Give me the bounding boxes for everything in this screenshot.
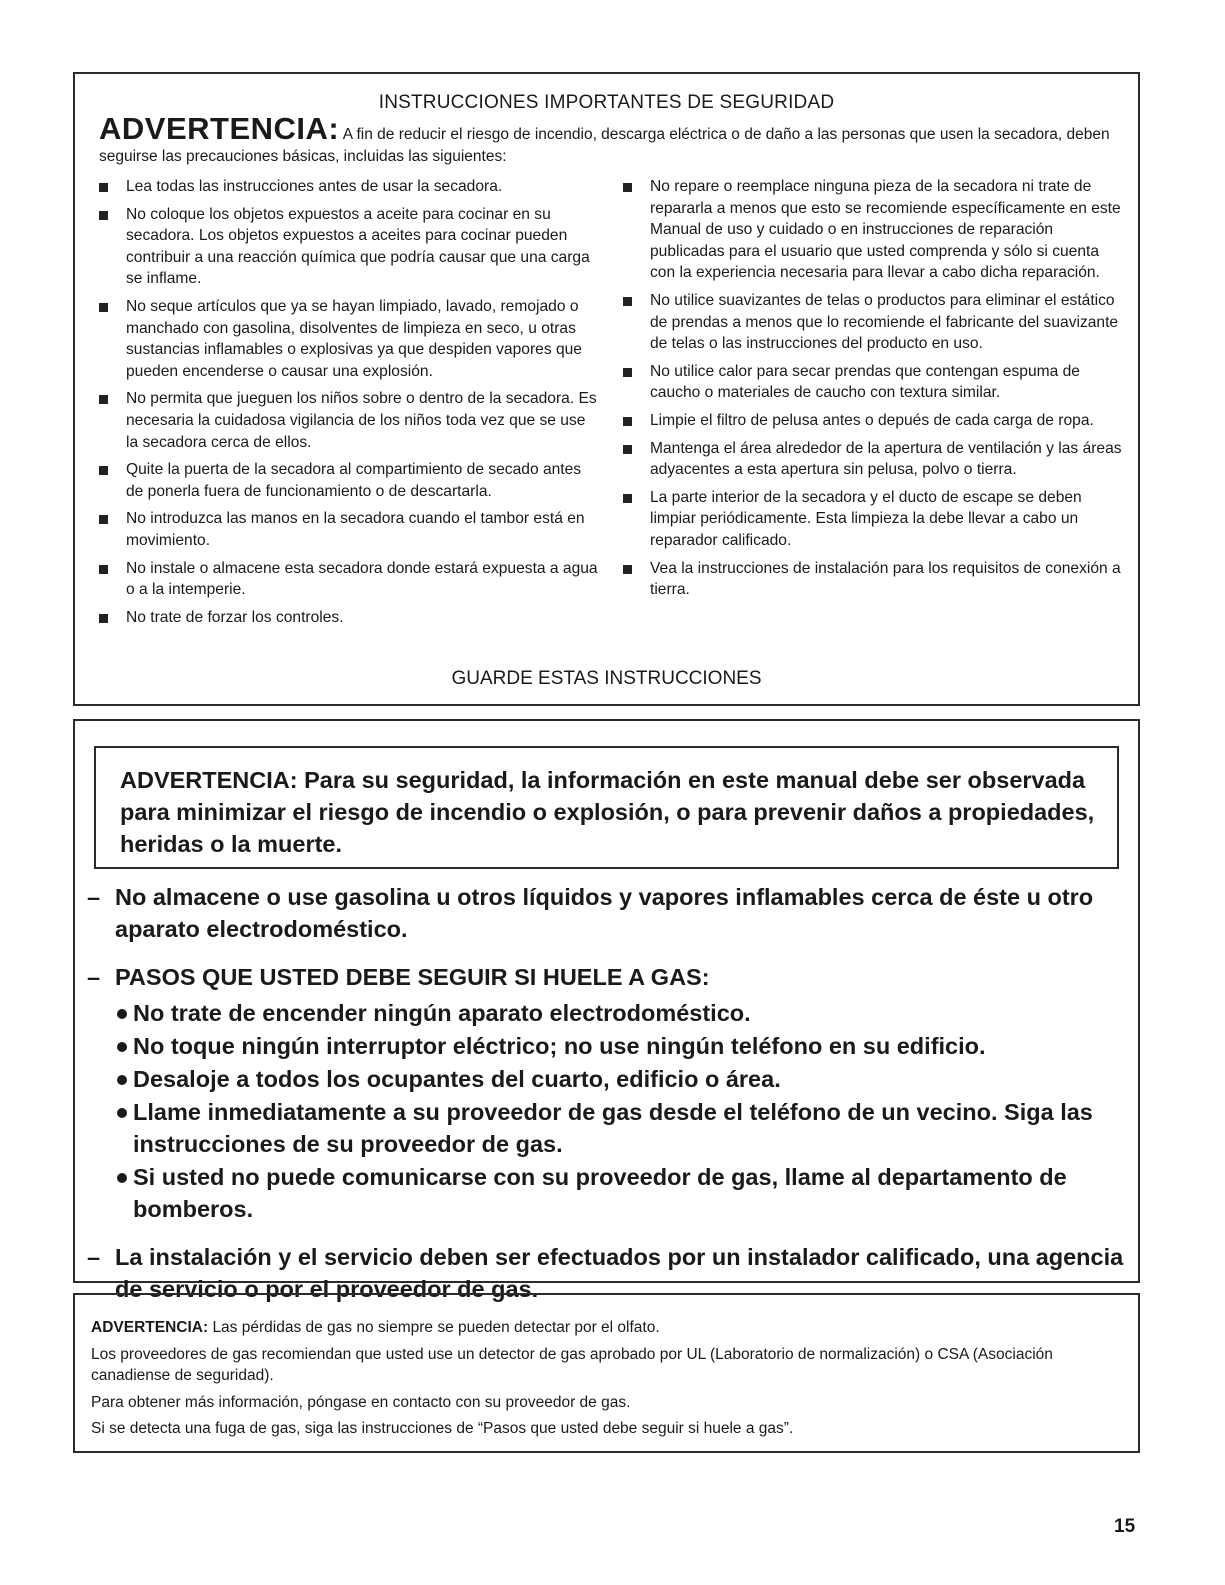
leak-warning-word: ADVERTENCIA: — [91, 1319, 209, 1336]
dash-mark: – — [87, 1244, 101, 1270]
list-item: Limpie el filtro de pelusa antes o depués de cada carga de ropa. — [623, 410, 1128, 432]
list-item: No utilice suavizantes de telas o productos para eliminar el estático de prendas a menos que lo recomiende el fabricante del suavizante de telas o las instrucciones del producto en uso. — [623, 290, 1128, 355]
list-item: Vea la instrucciones de instalación para los requisitos de conexión a tierra. — [623, 558, 1128, 601]
gas-warning-inner-box — [94, 746, 1119, 869]
gas-item-text: La instalación y el servicio deben ser efectuados por un instalador calificado, una agencia de servicio o por el proveedor de gas. — [115, 1244, 1124, 1302]
gas-step: Si usted no puede comunicarse con su proveedor de gas, llame al departamento de bomberos. — [87, 1161, 1127, 1225]
list-item: No repare o reemplace ninguna pieza de la secadora ni trate de repararla a menos que esto se recomiende específicamente en este Manual de uso y cuidado o en instrucciones de reparación publicadas para el usuario que usted comprenda y sólo si cuenta con la experiencia necesaria para llevar a cabo dicha reparación. — [623, 176, 1128, 284]
warning-word: ADVERTENCIA: — [99, 111, 340, 146]
gas-leak-text — [91, 1317, 1121, 1445]
list-item: No instale o almacene esta secadora donde estará expuesta a agua o a la intemperie. — [99, 558, 599, 601]
page-number: 15 — [1114, 1516, 1136, 1537]
leak-paragraph: Los proveedores de gas recomiendan que usted use un detector de gas aprobado por UL (Laboratorio de normalización) o CSA (Asociación canadiense de seguridad). — [91, 1345, 1053, 1384]
gas-step: Llame inmediatamente a su proveedor de gas desde el teléfono de un vecino. Siga las instrucciones de su proveedor de gas. — [87, 1096, 1127, 1160]
list-item: No permita que jueguen los niños sobre o dentro de la secadora. Es necesaria la cuidadosa vigilancia de los niños toda vez que se use la secadora cerca de ellos. — [99, 388, 599, 453]
list-item: Lea todas las instrucciones antes de usar la secadora. — [99, 176, 599, 198]
safety-list-left — [99, 176, 599, 634]
gas-instructions — [87, 881, 1127, 1321]
list-item: No seque artículos que ya se hayan limpiado, lavado, remojado o manchado con gasolina, disolventes de limpieza en seco, u otras sustancias inflamables o explosivas ya que despiden vapores que pueden encenderse o causar una explosión. — [99, 296, 599, 382]
list-item: No introduzca las manos en la secadora cuando el tambor está en movimiento. — [99, 508, 599, 551]
gas-step: No trate de encender ningún aparato electrodoméstico. — [87, 997, 1127, 1029]
warning-text: A fin de reducir el riesgo de incendio, descarga eléctrica o de daño a las personas que usen la secadora, deben seguirse las precauciones básicas, incluidas las siguientes: — [99, 126, 1110, 165]
leak-paragraph: Para obtener más información, póngase en contacto con su proveedor de gas. — [91, 1393, 631, 1411]
gas-item-steps-title — [87, 961, 1127, 993]
list-item: No coloque los objetos expuestos a aceite para cocinar en su secadora. Los objetos expuestos a aceites para cocinar pueden contribuir a una reacción química que podría causar que una carga se inflame. — [99, 204, 599, 290]
dash-mark: – — [87, 884, 101, 910]
gas-steps-title: PASOS QUE USTED DEBE SEGUIR SI HUELE A GAS: — [115, 964, 710, 990]
list-item: Quite la puerta de la secadora al compartimiento de secado antes de ponerla fuera de funcionamiento o de descartarla. — [99, 459, 599, 502]
gas-leak-box — [73, 1293, 1140, 1453]
gas-step: No toque ningún interruptor eléctrico; no use ningún teléfono en su edificio. — [87, 1030, 1127, 1062]
gas-inner-warning: ADVERTENCIA: Para su seguridad, la información en este manual debe ser observada para minimizar el riesgo de incendio o explosión, o para prevenir daños a propiedades, heridas o la muerte. — [120, 767, 1095, 857]
gas-step: Desaloje a todos los ocupantes del cuarto, edificio o área. — [87, 1063, 1127, 1095]
list-item: Mantenga el área alrededor de la apertura de ventilación y las áreas adyacentes a esta apertura sin pelusa, polvo o tierra. — [623, 438, 1128, 481]
gas-item-storage — [87, 881, 1127, 945]
safety-warning — [99, 111, 1119, 168]
leak-paragraph: Si se detecta una fuga de gas, siga las instrucciones de “Pasos que usted debe seguir si huele a gas”. — [91, 1420, 794, 1437]
gas-warning-box — [73, 719, 1140, 1302]
gas-item-text: No almacene o use gasolina u otros líquidos y vapores inflamables cerca de éste u otro aparato electrodoméstico. — [115, 884, 1094, 942]
save-instructions-footer: GUARDE ESTAS INSTRUCCIONES — [451, 668, 762, 689]
safety-title: INSTRUCCIONES IMPORTANTES DE SEGURIDAD — [378, 92, 835, 113]
list-item: La parte interior de la secadora y el ducto de escape se deben limpiar periódicamente. Esta limpieza la debe llevar a cabo un reparador calificado. — [623, 487, 1128, 552]
leak-warning-text: Las pérdidas de gas no siempre se pueden detectar por el olfato. — [212, 1319, 660, 1336]
list-item: No trate de forzar los controles. — [99, 607, 599, 629]
safety-list-right — [623, 176, 1128, 607]
leak-warning — [91, 1317, 1121, 1339]
dash-mark: – — [87, 964, 101, 990]
gas-steps-list — [87, 997, 1127, 1225]
list-item: No utilice calor para secar prendas que contengan espuma de caucho o materiales de caucho con textura similar. — [623, 361, 1128, 404]
safety-instructions-box — [73, 72, 1140, 706]
